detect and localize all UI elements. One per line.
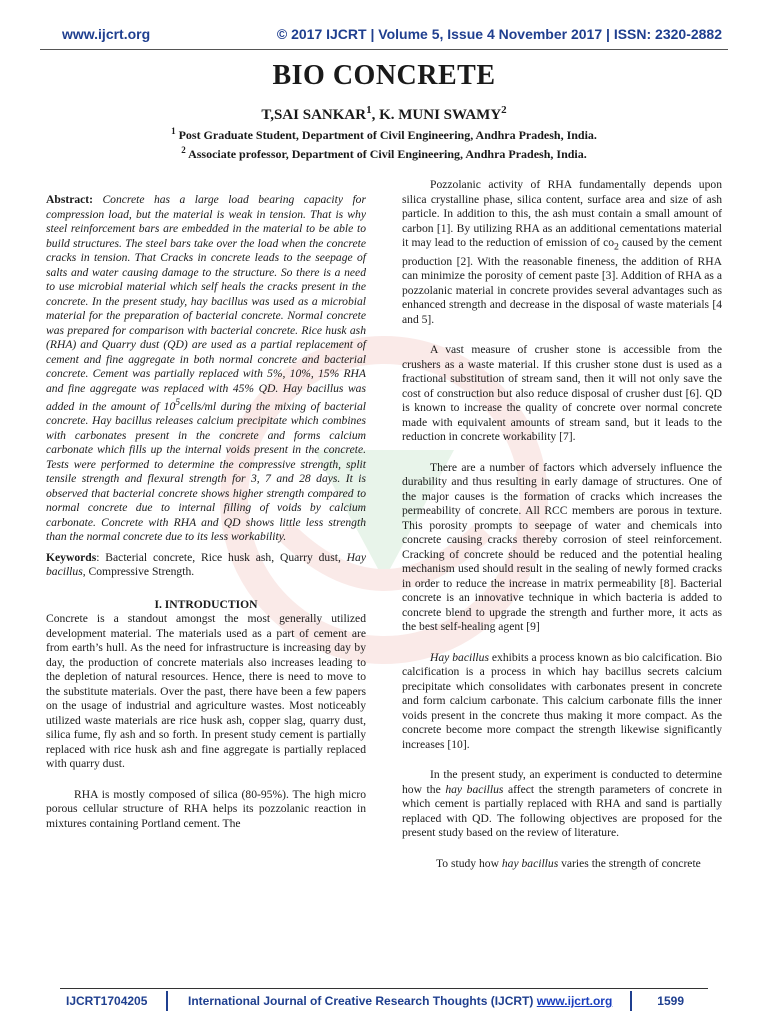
page-header — [40, 26, 728, 48]
right-p6-a: To study how — [436, 856, 502, 870]
keywords-label: Keywords — [46, 550, 97, 564]
footer-separator-2 — [630, 991, 632, 1011]
header-site[interactable]: www.ijcrt.org — [62, 26, 151, 42]
right-p1-sub: 2 — [614, 241, 619, 253]
footer-journal — [188, 994, 612, 1008]
abstract — [46, 193, 366, 545]
affiliation-2 — [0, 145, 768, 162]
paper-title: BIO CONCRETE — [272, 60, 496, 91]
header-info: © 2017 IJCRT | Volume 5, Issue 4 November 2017 | ISSN: 2320-2882 — [276, 26, 722, 42]
right-p1-b: caused by the cement production [2]. With the reasonable fineness, the addition of RHA can minimize the porosity of cement paste [3]. Addition of RHA as a pozzolanic material in concrete provides several advantages such as enhanced strength and decrease in the disposal of waste materials [4 and 5]. — [402, 236, 722, 326]
affiliation-1 — [0, 126, 768, 143]
footer-paper-id: IJCRT1704205 — [66, 994, 148, 1008]
right-p5-italic: hay bacillus — [445, 782, 504, 796]
abstract-sup: 5 — [175, 397, 181, 408]
keywords-italic: Hay bacillus — [46, 550, 366, 579]
keywords-text-a: : Bacterial concrete, Rice husk ash, Quarry dust, — [96, 550, 347, 564]
right-p1-a: Pozzolanic activity of RHA fundamentally depends upon silica crystalline phase, silica content, surface area and size of ash particle. In addition to this, the ash must contain a small amount of carbon [1]. By utilizing RHA as an additional cementations material it may lead to the reduction of emission of co — [402, 178, 722, 249]
intro-paragraph-2: RHA is mostly composed of silica (80-95%). The high micro porous cellular structure of RHA helps its pozzolanic reaction in mixtures containing Portland cement. The — [46, 787, 366, 830]
affiliation-2-sup: 2 — [181, 145, 186, 155]
affiliation-2-text: Associate professor, Department of Civil Engineering, Andhra Pradesh, India. — [185, 147, 587, 161]
affiliation-1-text: Post Graduate Student, Department of Civil Engineering, Andhra Pradesh, India. — [175, 128, 597, 142]
right-p6-b: varies the strength of concrete — [558, 856, 701, 870]
author-2-sup: 2 — [501, 104, 507, 116]
footer-page-number: 1599 — [657, 994, 684, 1008]
right-p4-rest: exhibits a process known as bio calcification. Bio calcification is a process in which hay bacillus secrets calcium precipitate which consolidates with carbonates present in concrete and form calcium carbonate. This calcium carbonate fills the inner voids present in the concrete thus making it more compact. As the concrete become more compact the strength likewise significantly increases [10]. — [402, 650, 722, 751]
keywords-text-b: , Compressive Strength. — [82, 565, 195, 579]
right-paragraph-3: There are a number of factors which adversely influence the durability and thus resulting in early damage of structures. One of the major causes is the formation of cracks which increases the permeability of concrete. All RCC members are porous in texture. This porosity prompts to seepage of water and chemicals into concrete causing cracks thereby corrosion of steel reinforcement. Cracking of concrete should be reduced and the potential healing mechanism used should result in the sealing of newly formed cracks in order to reduce the increase in matrix permeability [8]. Bacterial concrete is an innovative technique in which bacteria is added to concrete blend to upgrade the strength and further more, it acts as the best self-healing agent [9] — [402, 460, 722, 634]
objective-item — [402, 857, 722, 872]
right-p5-b: affect the strength parameters of concrete in which cement is partially replaced with RHA and sand is partially replaced with QD. The following objectives are proposed for the present study based on the review of literature. — [402, 782, 722, 840]
section-heading-introduction: I. INTRODUCTION — [154, 597, 258, 611]
author-2: K. MUNI SWAMY — [379, 107, 502, 123]
right-paragraph-2: A vast measure of crusher stone is accessible from the crushers as a waste material. If this crusher stone dust is used as a fractional substitution of stream sand, then it will not only save the cost of construction but also reduce disposal of crusher dust [6]. QD is known to increase the quality of concrete over normal concrete made with equivalent amounts of stream sand, but it leads to the reduction in concrete workability [7]. — [402, 343, 722, 444]
right-column — [402, 178, 722, 871]
intro-paragraph-1: Concrete is a standout amongst the most generally utilized development material. The materials used as a part of cement are from earth’s hull. As the need for infrastructure is increasing day by day, the production of concrete materials also increases leading to the depletion of natural resources. Hence, there is need to move to the substitute materials. Over the past, there have been a few papers on the usage of industrial and agriculture wastes. Most noticeably utilized waste materials are rice husk ash, copper slag, quarry dust, silica fume, fly ash and so forth. In present study cement is partially replaced with rice husk ash and fine aggregate is partially replaced with quarry dust. — [46, 612, 366, 771]
right-p6-italic: hay bacillus — [501, 856, 559, 870]
author-1-sup: 1 — [366, 104, 372, 116]
author-1: T,SAI SANKAR — [261, 107, 367, 123]
footer-divider — [60, 988, 708, 989]
right-p5-a: In the present study, an experiment is conducted to determine how the — [402, 768, 722, 796]
page-footer — [60, 994, 708, 1014]
left-column — [46, 193, 366, 831]
header-divider — [40, 49, 728, 50]
abstract-label: Abstract: — [46, 193, 94, 206]
affiliation-1-sup: 1 — [171, 126, 176, 136]
author-line — [0, 104, 768, 124]
right-paragraph-5 — [402, 768, 722, 841]
right-p4-italic: Hay bacillus — [430, 650, 489, 664]
footer-url-link[interactable]: www.ijcrt.org — [536, 994, 613, 1008]
author-separator: , — [371, 107, 380, 123]
right-paragraph-4 — [402, 651, 722, 753]
keywords — [46, 551, 366, 580]
footer-journal-name: International Journal of Creative Research Thoughts (IJCRT) — [188, 994, 537, 1008]
abstract-text-a: Concrete has a large load bearing capacity for compression load, but the material is weak in tension. That is why steel reinforcement bars are embedded in the material to be able to build structures. The steel bars take over the load when the concrete cracks in tension. That Cracks in concrete leads to the seepage of salts and water causing damage to the structure. So there is a need to use microbial material which self heals the cracks present in the concrete. In the present study, hay bacillus was used as a microbial material for the preparation of bacterial concrete. Normal concrete was prepared for comparison with bacterial concrete. Rice husk ash (RHA) and Quarry dust (QD) are used as a partial replacement of cement and fine aggregate in both normal concrete and bacterial concrete. Cement was partially replaced with 5%, 10%, 15% RHA and fine aggregate was replaced with 45% QD. Hay bacillus was added in the amount of 10 — [46, 193, 366, 413]
abstract-text-b: cells/ml during the mixing of bacterial concrete. Hay bacillus releases calcium precipitate which combines with carbonates present in the concrete and forms calcium carbonate which fills up the internal voids present in the concrete. Tests were performed to determine the compressive strength, split tensile strength and flexural strength for 3, 7 and 28 days. It is observed that bacterial concrete shows higher strength compared to normal concrete due to internal filling of voids by calcium carbonate. Concrete with RHA and QD shows little less strength than the normal concrete due to its less workability. — [46, 399, 366, 544]
right-paragraph-1 — [402, 178, 722, 327]
footer-separator-1 — [166, 991, 168, 1011]
